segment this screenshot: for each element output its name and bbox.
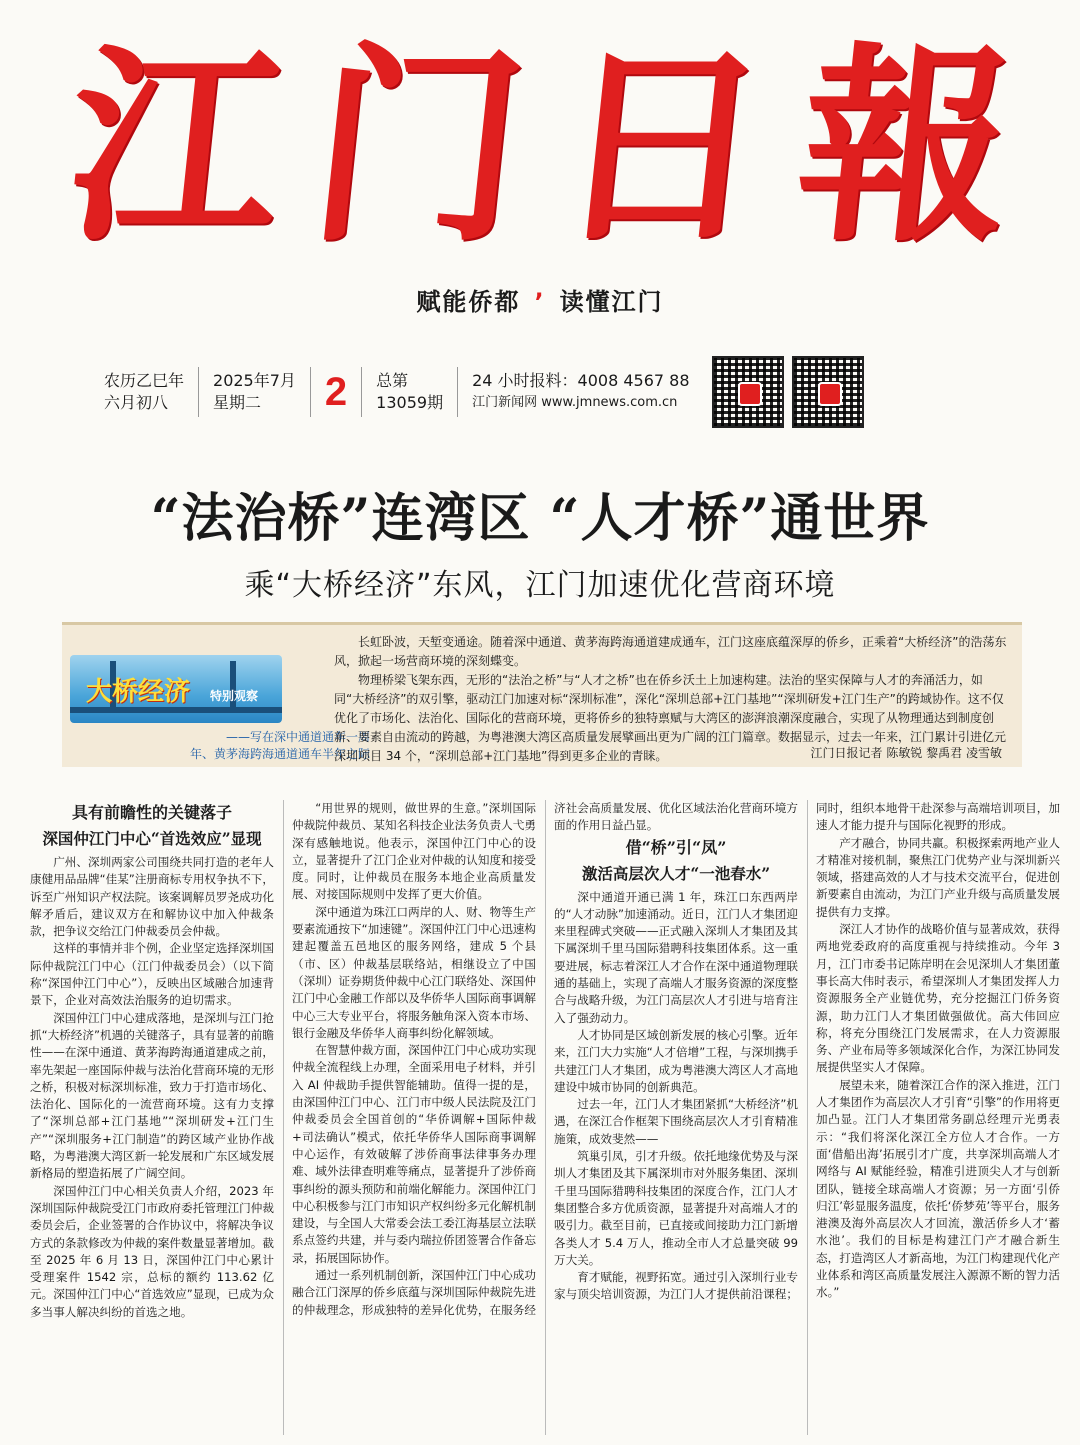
qr-logo [818,382,842,406]
article-paragraph: 产才融合，协同共赢。积极探索两地产业人才精准对接机制，聚焦江门优势产业与深圳新兴领域，搭建高效的人才与技术交流平台，促进创新要素自由流动，为江门产业升级与高质量发展提供有力支撑。 [816,835,1060,919]
section-subtitle: 深国仲江门中心“首选效应”显现 [42,829,262,848]
article-paragraph: 深中通道为珠江口两岸的人、财、物等生产要素流通按下“加速键”。深国仲江门中心迅速构建起覆盖五邑地区的服务网络，建成 5 个县（市、区）仲裁基层联络站，相继设立了中国（深圳）证券期货仲裁中心江门联络处、深国仲江门中心金融工作部以及华侨华人国际商事调解中心三大专业平台，将服务触角深入资本市场、银行金融及华侨华人商事纠纷化解领域。 [292,904,536,1040]
issue-day: 2 [324,370,348,414]
badge-tag: 特别观察 [210,689,259,703]
article-paragraph: 通过一系列机制创新，深国仲江门中心成功融合江门深厚的侨乡底蕴与深圳国际仲裁院先进的仲裁理念，形成独特的差异化优势，在服务经济社会高质量发展、优化区域法治化营商环境方面的作用日益凸显。 [292,801,798,1317]
article-paragraph: 这样的事情并非个例，企业坚定选择深圳国际仲裁院江门中心（江门仲裁委员会）（以下简称“深国仲江门中心”），反映出区域融合加速背景下，企业对高效法治服务的迫切需求。 [30,941,274,1008]
masthead-char: 门 [300,23,537,270]
article-columns [30,800,1060,1435]
bridge-economy-badge [70,655,282,723]
masthead-char: 報 [787,23,1024,270]
website[interactable]: 江门新闻网 www.jmnews.com.cn [472,395,678,410]
masthead-char: 日 [543,23,780,270]
slogan [0,282,1080,317]
article-paragraph: 深国仲江门中心建成落地，是深圳与江门抢抓“大桥经济”机遇的关键落子，具有显著的前瞻性——在深中通道、黄茅海跨海通道建成之前，率先架起一座国际仲裁与法治化营商环境的无形之桥，积极对标深圳标准，致力于打造市场化、法治化、国际化的一流营商环境。这有力支撑了“深圳总部+江门基地”“深圳研发+江门生产”“深圳服务+江门制造”的跨区域产业协作战略，为粤港澳大湾区新一轮发展和广东区域发展新格局的塑造拓展了广阔空间。 [30,1010,274,1181]
article-paragraph: 深国仲江门中心相关负责人介绍，2023 年深圳国际仲裁院受江门市政府委托管理江门仲裁委员会后，企业签署的合作协议中，将解决争议方式的条款修改为仲裁的案件数量显著增加。截至 2025 年 6 月 13 日，深国仲江门中心累计受理案件 1542 宗，总标的额约 113.62 亿元。深国仲江门中心“首选效应”显现，已成为众多当事人解决纠纷的首选之地。 [30,1183,274,1319]
article-paragraph: 展望未来，随着深江合作的深入推进，江门人才集团作为高层次人才引育“引擎”的作用将更加凸显。江门人才集团常务副总经理亓光勇表示：“我们将深化深江全方位人才合作。一方面‘借船出海’拓展引才广度，共享深圳高端人才网络与 AI 赋能经验，精准引进顶尖人才与创新团队，链接全球高端人才资源；另一方面‘引侨归江’彰显服务温度，依托‘侨梦苑’等平台，服务港澳及海外高层次人才回流，激活侨乡人才‘蓄水池’。我们的目标是构建江门产才融合新生态，打造湾区人才新高地，为江门构建现代化产业体系和湾区高质量发展注入源源不断的智力活水。” [816,1077,1060,1300]
badge-caption-line: 年、黄茅海跨海通道通车半年之际 [189,747,370,761]
article-paragraph: 过去一年，江门人才集团紧抓“大桥经济”机遇，在深江合作框架下围绕高层次人才引育精准施策，成效斐然—— [554,1097,798,1146]
qr-logo [738,382,762,406]
issue-info-bar [90,352,990,432]
date-month: 2025年7月 [213,371,296,390]
slogan-right: 读懂江门 [559,288,664,316]
total-number: 13059期 [376,393,444,412]
total-label: 总第 [376,371,409,390]
article-paragraph: 人才协同是区域创新发展的核心引擎。近年来，江门大力实施“人才倍增”工程，与深圳携手共建江门人才集团，成为粤港澳大湾区人才高地建设中城市协同的创新典范。 [554,1027,798,1094]
qr-code-icon[interactable] [792,356,864,428]
article-paragraph: 广州、深圳两家公司围绕共同打造的老年人康健用品品牌“佳某”注册商标专用权争执不下，诉至广州知识产权法院。该案调解员罗尧成功化解矛盾后，建议双方在和解协议中加入仲裁条款，把争议交给江门仲裁委员会仲裁。 [30,855,274,939]
hotline: 24 小时报料：4008 4567 88 [472,371,690,390]
contact-info [458,370,703,414]
article-paragraph: “用世界的规则，做世界的生意。”深圳国际仲裁院仲裁员、某知名科技企业法务负责人弋勇深有感触地说。他表示，深国仲江门中心的设立，显著提升了江门企业对仲裁的认知度和接受度。同时，让仲裁员在服务本地企业高质量发展、对接国际规则中发挥了更大价值。 [292,801,536,902]
section-title: 具有前瞻性的关键落子 [71,803,232,822]
lunar-year: 农历乙巳年 [104,371,185,390]
section-subtitle: 激活高层次人才“一池春水” [581,863,771,883]
lunar-date [90,370,198,414]
lead-paragraph: 物理桥梁飞架东西，无形的“法治之桥”与“人才之桥”也在侨乡沃土上加速构建。法治的坚实保障与人才的奔涌活力，如同“大桥经济”的双引擎，驱动江门加速对标“深圳标准”，深化“深圳总部+江门基地”“深圳研发+江门生产”的跨域协作。这不仅优化了市场化、法治化、国际化的营商环境，更将侨乡的独特禀赋与大湾区的澎湃浪潮深度融合，实现了从物理通达到制度创新、要素自由流动的跨越，为粤港澳大湾区高质量发展擘画出更为广阔的江门篇章。数据显示，过去一年来，江门累计引进亿元深圳项目 34 个，“深圳总部+江门基地”得到更多企业的青睐。 [334,673,1007,763]
lead-box [62,622,1022,767]
masthead [57,18,1024,276]
badge-caption-line: ——写在深中通道通车一周 [225,730,370,744]
section-title: 借“桥”引“凤” [625,837,727,857]
lunar-day: 六月初八 [104,393,169,412]
slogan-left: 赋能侨都 [416,288,521,316]
issue-number [362,370,457,414]
issue-date [199,370,310,414]
weekday: 星期二 [213,393,262,412]
article-paragraph: 深中通道开通已满 1 年，珠江口东西两岸的“人才动脉”加速涌动。近日，江门人才集团迎来里程碑式突破——正式融入深圳人才集团及其下属深圳千里马国际猎聘科技集团体系。这一重要进展，标志着深江人才合作在深中通道物理联通的基础上，实现了高端人才服务资源的深度整合与战略升级，为江门高层次人才引进与培育注入了强劲动力。 [554,889,798,1025]
article-paragraph: 在智慧仲裁方面，深国仲江门中心成功实现仲裁全流程线上办理，全面采用电子材料，并引入 AI 仲裁助手提供智能辅助。值得一提的是，由深国仲江门中心、江门市中级人民法院及江门仲裁委员会全国首创的“华侨调解+国际仲裁+司法确认”模式，依托华侨华人国际商事调解中心运作，有效破解了涉侨商事法律事务办理难、域外法律查明难等痛点，显著提升了涉侨商事纠纷的源头预防和前端化解能力。深国仲江门中心积极参与江门市知识产权纠纷多元化解机制建设，与全国人大常委会法工委江海基层立法联系点签约共建，并与委内瑞拉侨团签署合作备忘录，拓展国际协作。 [292,1043,536,1265]
article-paragraph: 育才赋能，视野拓宽。通过引入深圳行业专家与顶尖培训资源，为江门人才提供前沿课程；同时，组织本地骨干赴深参与高端培训项目，加速人才能力提升与国际化视野的形成。 [554,801,1060,1302]
slogan-separator: ’ [534,288,546,316]
lead-paragraph: 长虹卧波，天堑变通途。随着深中通道、黄茅海跨海通道建成通车，江门这座底蕴深厚的侨乡，正乘着“大桥经济”的浩荡东风，掀起一场营商环境的深刻蝶变。 [334,635,1007,668]
headline: “法治桥”连湾区 “人才桥”通世界 [150,488,930,549]
byline: 江门日报记者 陈敏锐 黎禹君 凌雪敏 [810,746,1002,760]
article-paragraph: 筑巢引凤，引才升级。依托地缘优势及与深圳人才集团及其下属深圳市对外服务集团、深圳千里马国际猎聘科技集团的深度合作，江门人才集团整合多方优质资源，显著提升对高端人才的吸引力。截至目前，已直接或间接助力江门新增各类人才 5.4 万人，推动全市人才总量突破 99 万大关。 [554,1149,798,1267]
article-paragraph: 深江人才协作的战略价值与显著成效，获得两地党委政府的高度重视与持续推动。今年 3 月，江门市委书记陈岸明在会见深圳人才集团董事长高大伟时表示，希望深圳人才集团发挥人力资源服务全产业链优势，充分挖掘江门侨务资源，助力江门人才集团做强做优。高大伟回应称，将充分围绕江门发展需求，在人力资源服务、产业布局等多领域深化合作，为深江协同发展提供坚实人才保障。 [816,922,1060,1075]
subheadline: 乘“大桥经济”东风，江门加速优化营商环境 [244,568,836,603]
masthead-char: 江 [57,23,294,270]
badge-caption [70,729,370,763]
badge-title: 大桥经济 [86,677,191,707]
qr-code-icon[interactable] [712,356,784,428]
